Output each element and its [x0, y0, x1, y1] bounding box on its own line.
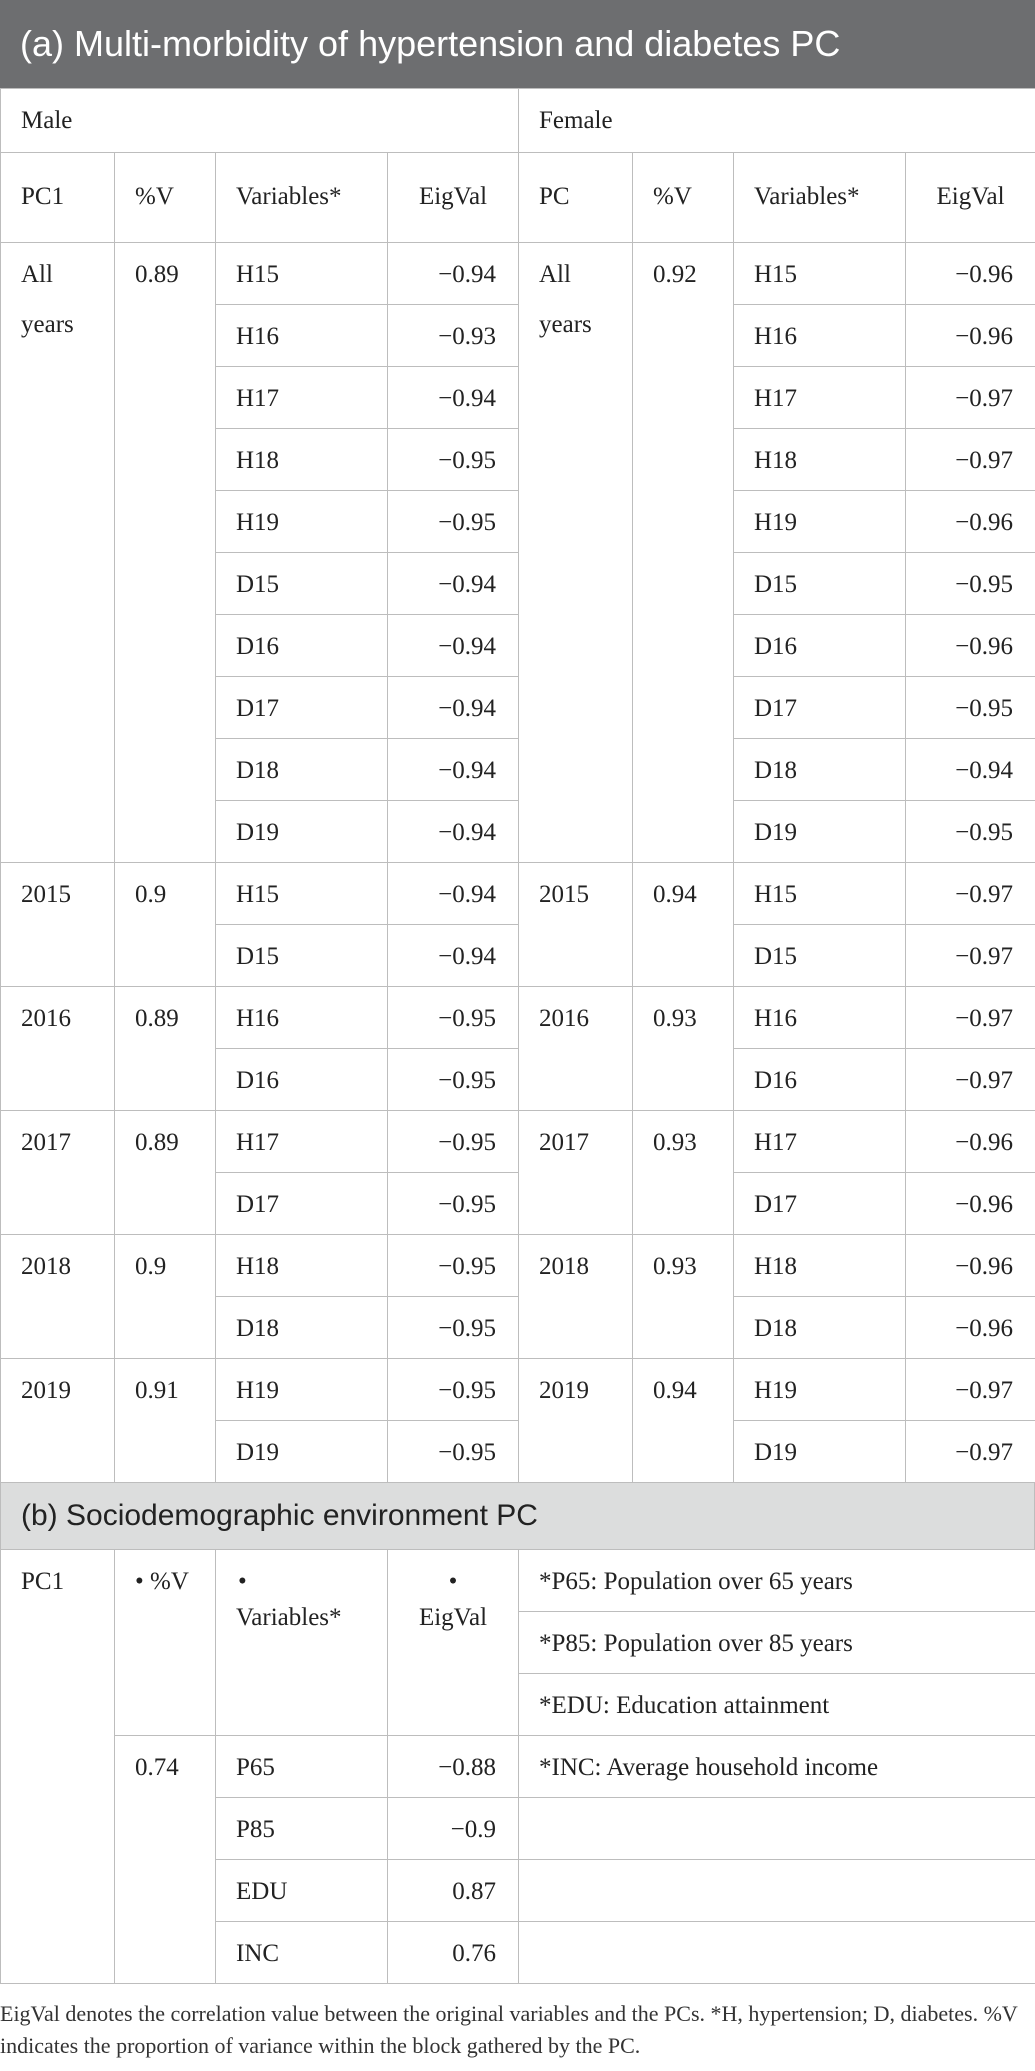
b-header-v: • %V — [115, 1550, 216, 1736]
cell-female-eig: −0.94 — [906, 739, 1035, 801]
b-v-value: 0.74 — [115, 1736, 216, 1984]
cell-male-eig: −0.93 — [388, 305, 519, 367]
cell-female-eig: −0.96 — [906, 491, 1035, 553]
legend-item: *P85: Population over 85 years — [519, 1612, 1035, 1674]
b-cell-eig: −0.9 — [388, 1798, 519, 1860]
cell-female-eig: −0.97 — [906, 1359, 1035, 1421]
cell-female-var: D15 — [734, 553, 906, 615]
cell-male-eig: −0.95 — [388, 429, 519, 491]
female-label: Female — [519, 89, 1035, 153]
cell-female-eig: −0.97 — [906, 367, 1035, 429]
col-header-male-pc: PC1 — [1, 153, 115, 243]
cell-male-var: D16 — [216, 1049, 388, 1111]
table-row — [1, 1359, 1035, 1421]
cell-male-eig: −0.95 — [388, 1235, 519, 1297]
all-years-line1: All — [539, 261, 571, 288]
section-b-table — [0, 1549, 1035, 1984]
year-female-v: 0.93 — [633, 1111, 734, 1235]
cell-female-eig: −0.96 — [906, 1297, 1035, 1359]
cell-male-eig: −0.94 — [388, 367, 519, 429]
year-label-male: 2017 — [1, 1111, 115, 1235]
table-row — [1, 1111, 1035, 1173]
table-row — [1, 863, 1035, 925]
cell-female-var: D18 — [734, 739, 906, 801]
cell-female-var: D17 — [734, 1173, 906, 1235]
col-header-male-eigval: EigVal — [388, 153, 519, 243]
legend-item: *INC: Average household income — [519, 1736, 1035, 1798]
b-cell-var: P65 — [216, 1736, 388, 1798]
b-header-variables — [216, 1550, 388, 1736]
cell-female-eig: −0.97 — [906, 429, 1035, 491]
cell-male-var: H19 — [216, 1359, 388, 1421]
all-years-female-v: 0.92 — [633, 243, 734, 863]
col-header-female-variables: Variables* — [734, 153, 906, 243]
cell-male-eig: −0.95 — [388, 1421, 519, 1483]
footnote: EigVal denotes the correlation value between the original variables and the PCs. *H, hypertension; D, diabetes. %V indicates the proportion of variance within the block gathered by the PC. — [0, 2001, 1018, 2058]
cell-male-eig: −0.95 — [388, 491, 519, 553]
cell-male-eig: −0.95 — [388, 1173, 519, 1235]
col-header-female-pc: PC — [519, 153, 633, 243]
cell-male-eig: −0.94 — [388, 925, 519, 987]
cell-male-var: D15 — [216, 553, 388, 615]
cell-male-var: H15 — [216, 243, 388, 305]
year-label-female: 2019 — [519, 1359, 633, 1483]
cell-male-eig: −0.94 — [388, 739, 519, 801]
legend-item: *EDU: Education attainment — [519, 1674, 1035, 1736]
cell-female-eig: −0.97 — [906, 1049, 1035, 1111]
year-female-v: 0.94 — [633, 1359, 734, 1483]
cell-male-eig: −0.95 — [388, 1297, 519, 1359]
b-cell-eig: 0.87 — [388, 1860, 519, 1922]
all-years-label-female — [519, 243, 633, 863]
table-row — [1, 1235, 1035, 1297]
cell-female-eig: −0.96 — [906, 1235, 1035, 1297]
b-cell-eig: −0.88 — [388, 1736, 519, 1798]
b-header-eigval-text: EigVal — [418, 1604, 488, 1631]
cell-female-eig: −0.95 — [906, 553, 1035, 615]
cell-male-eig: −0.95 — [388, 987, 519, 1049]
cell-female-var: H19 — [734, 1359, 906, 1421]
cell-female-var: H15 — [734, 863, 906, 925]
cell-female-eig: −0.95 — [906, 677, 1035, 739]
cell-male-eig: −0.94 — [388, 677, 519, 739]
cell-female-var: D17 — [734, 677, 906, 739]
cell-male-var: D17 — [216, 1173, 388, 1235]
cell-male-var: H15 — [216, 863, 388, 925]
cell-female-eig: −0.96 — [906, 305, 1035, 367]
year-label-female: 2015 — [519, 863, 633, 987]
legend-item: *P65: Population over 65 years — [519, 1550, 1035, 1612]
cell-male-var: H17 — [216, 1111, 388, 1173]
table-row — [1, 987, 1035, 1049]
cell-female-eig: −0.95 — [906, 801, 1035, 863]
cell-male-var: D18 — [216, 1297, 388, 1359]
cell-male-var: H16 — [216, 305, 388, 367]
year-label-male: 2019 — [1, 1359, 115, 1483]
cell-female-var: H16 — [734, 305, 906, 367]
cell-male-var: H18 — [216, 1235, 388, 1297]
col-header-male-v: %V — [115, 153, 216, 243]
cell-male-eig: −0.95 — [388, 1049, 519, 1111]
cell-male-var: H16 — [216, 987, 388, 1049]
cell-male-eig: −0.94 — [388, 243, 519, 305]
cell-male-var: D15 — [216, 925, 388, 987]
all-years-line1: All — [21, 261, 53, 288]
cell-male-eig: −0.94 — [388, 863, 519, 925]
cell-female-var: H15 — [734, 243, 906, 305]
b-cell-eig: 0.76 — [388, 1922, 519, 1984]
cell-female-eig: −0.96 — [906, 1111, 1035, 1173]
cell-male-var: D18 — [216, 739, 388, 801]
male-label: Male — [1, 89, 519, 153]
table-row — [1, 1550, 1035, 1612]
year-label-male: 2015 — [1, 863, 115, 987]
year-label-female: 2016 — [519, 987, 633, 1111]
cell-female-var: D19 — [734, 801, 906, 863]
cell-male-eig: −0.95 — [388, 1111, 519, 1173]
cell-male-var: H18 — [216, 429, 388, 491]
cell-female-var: H17 — [734, 1111, 906, 1173]
cell-male-var: D19 — [216, 1421, 388, 1483]
col-header-female-v: %V — [633, 153, 734, 243]
cell-female-eig: −0.96 — [906, 1173, 1035, 1235]
cell-male-var: H19 — [216, 491, 388, 553]
section-a-title: (a) Multi-morbidity of hypertension and diabetes PC — [0, 0, 1035, 88]
all-years-line2: years — [539, 311, 592, 338]
cell-male-eig: −0.94 — [388, 801, 519, 863]
b-pc-label: PC1 — [1, 1550, 115, 1984]
cell-female-var: H17 — [734, 367, 906, 429]
year-female-v: 0.94 — [633, 863, 734, 987]
cell-female-var: D15 — [734, 925, 906, 987]
cell-female-var: H16 — [734, 987, 906, 1049]
b-cell-var: EDU — [216, 1860, 388, 1922]
cell-female-eig: −0.97 — [906, 925, 1035, 987]
year-female-v: 0.93 — [633, 1235, 734, 1359]
cell-female-var: H18 — [734, 429, 906, 491]
all-years-male-v: 0.89 — [115, 243, 216, 863]
cell-female-var: D19 — [734, 1421, 906, 1483]
col-header-female-eigval: EigVal — [906, 153, 1035, 243]
cell-male-var: H17 — [216, 367, 388, 429]
cell-female-var: H19 — [734, 491, 906, 553]
cell-male-eig: −0.94 — [388, 615, 519, 677]
year-label-male: 2016 — [1, 987, 115, 1111]
year-label-female: 2018 — [519, 1235, 633, 1359]
column-header-row — [1, 153, 1035, 243]
cell-male-eig: −0.94 — [388, 553, 519, 615]
year-female-v: 0.93 — [633, 987, 734, 1111]
cell-female-eig: −0.96 — [906, 243, 1035, 305]
year-male-v: 0.91 — [115, 1359, 216, 1483]
cell-male-var: D19 — [216, 801, 388, 863]
cell-female-var: D16 — [734, 1049, 906, 1111]
legend-empty — [519, 1922, 1035, 1984]
section-b-title: (b) Sociodemographic environment PC — [0, 1483, 1035, 1549]
legend-empty — [519, 1860, 1035, 1922]
b-header-eigval — [388, 1550, 519, 1736]
year-male-v: 0.89 — [115, 987, 216, 1111]
b-header-eigval-bullet: • — [448, 1568, 458, 1595]
cell-female-eig: −0.97 — [906, 863, 1035, 925]
cell-male-var: D16 — [216, 615, 388, 677]
cell-male-eig: −0.95 — [388, 1359, 519, 1421]
legend-empty — [519, 1798, 1035, 1860]
col-header-male-variables: Variables* — [216, 153, 388, 243]
year-male-v: 0.89 — [115, 1111, 216, 1235]
b-cell-var: P85 — [216, 1798, 388, 1860]
cell-female-eig: −0.97 — [906, 987, 1035, 1049]
b-header-variables-bullet: • — [238, 1568, 247, 1595]
table-row — [1, 243, 1035, 305]
section-a-table — [0, 88, 1035, 1483]
table-row — [1, 1736, 1035, 1798]
year-male-v: 0.9 — [115, 863, 216, 987]
year-label-female: 2017 — [519, 1111, 633, 1235]
b-header-variables-text: Variables* — [236, 1604, 342, 1631]
year-label-male: 2018 — [1, 1235, 115, 1359]
cell-female-eig: −0.97 — [906, 1421, 1035, 1483]
sex-header-row — [1, 89, 1035, 153]
all-years-label-male — [1, 243, 115, 863]
cell-female-var: H18 — [734, 1235, 906, 1297]
cell-male-var: D17 — [216, 677, 388, 739]
b-cell-var: INC — [216, 1922, 388, 1984]
all-years-line2: years — [21, 311, 74, 338]
year-male-v: 0.9 — [115, 1235, 216, 1359]
cell-female-var: D18 — [734, 1297, 906, 1359]
cell-female-var: D16 — [734, 615, 906, 677]
cell-female-eig: −0.96 — [906, 615, 1035, 677]
